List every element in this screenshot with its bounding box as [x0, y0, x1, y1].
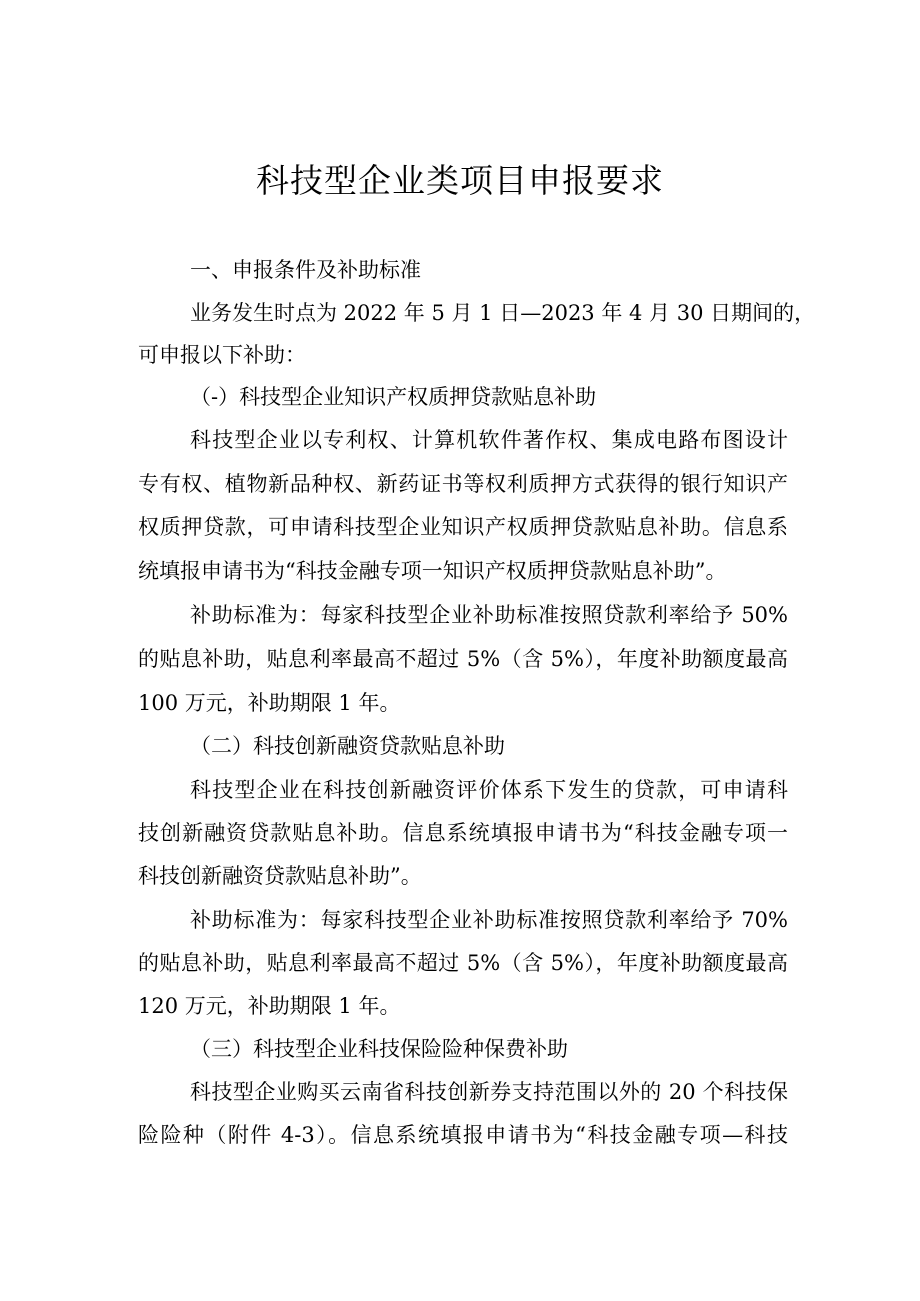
paragraph-line: 科技创新融资贷款贴息补助”。 — [138, 864, 422, 888]
paragraph-line: 专有权、植物新品种权、新药证书等权利质押方式获得的银行知识产 — [138, 472, 788, 496]
subsection-heading: （二）科技创新融资贷款贴息补助 — [190, 734, 505, 758]
paragraph-line: 科技型企业以专利权、计算机软件著作权、集成电路布图设计 — [190, 428, 788, 452]
paragraph-line: 技创新融资贷款贴息补助。信息系统填报申请书为“科技金融专项一 — [138, 821, 788, 845]
paragraph-line: 统填报申请书为“科技金融专项一知识产权质押贷款贴息补助”。 — [138, 559, 727, 583]
subsection-heading: （三）科技型企业科技保险险种保费补助 — [190, 1037, 568, 1061]
document-title: 科技型企业类项目申报要求 — [256, 161, 664, 200]
paragraph-line: 的贴息补助，贴息利率最高不超过 5%（含 5%），年度补助额度最高 — [138, 647, 788, 671]
paragraph-line: 的贴息补助，贴息利率最高不超过 5%（含 5%），年度补助额度最高 — [138, 951, 788, 975]
paragraph-line: 科技型企业购买云南省科技创新券支持范围以外的 20 个科技保 — [190, 1080, 788, 1104]
paragraph-line: 120 万元，补助期限 1 年。 — [138, 994, 401, 1018]
paragraph-line: 补助标准为：每家科技型企业补助标准按照贷款利率给予 70% — [190, 908, 788, 932]
paragraph-line: 险险种（附件 4-3）。信息系统填报申请书为“科技金融专项—科技 — [138, 1123, 788, 1147]
paragraph-line: 科技型企业在科技创新融资评价体系下发生的贷款，可申请科 — [190, 778, 788, 802]
paragraph-line: 业务发生时点为 2022 年 5 月 1 日—2023 年 4 月 30 日期间的， — [190, 301, 816, 325]
paragraph-line: 补助标准为：每家科技型企业补助标准按照贷款利率给予 50% — [190, 603, 788, 627]
paragraph-line: 100 万元，补助期限 1 年。 — [138, 691, 401, 715]
paragraph-line: 可申报以下补助： — [138, 343, 306, 367]
paragraph-line: 权质押贷款，可申请科技型企业知识产权质押贷款贴息补助。信息系 — [138, 515, 788, 539]
subsection-heading: （-）科技型企业知识产权质押贷款贴息补助 — [190, 385, 597, 409]
section-heading: 一、申报条件及补助标准 — [190, 258, 421, 282]
